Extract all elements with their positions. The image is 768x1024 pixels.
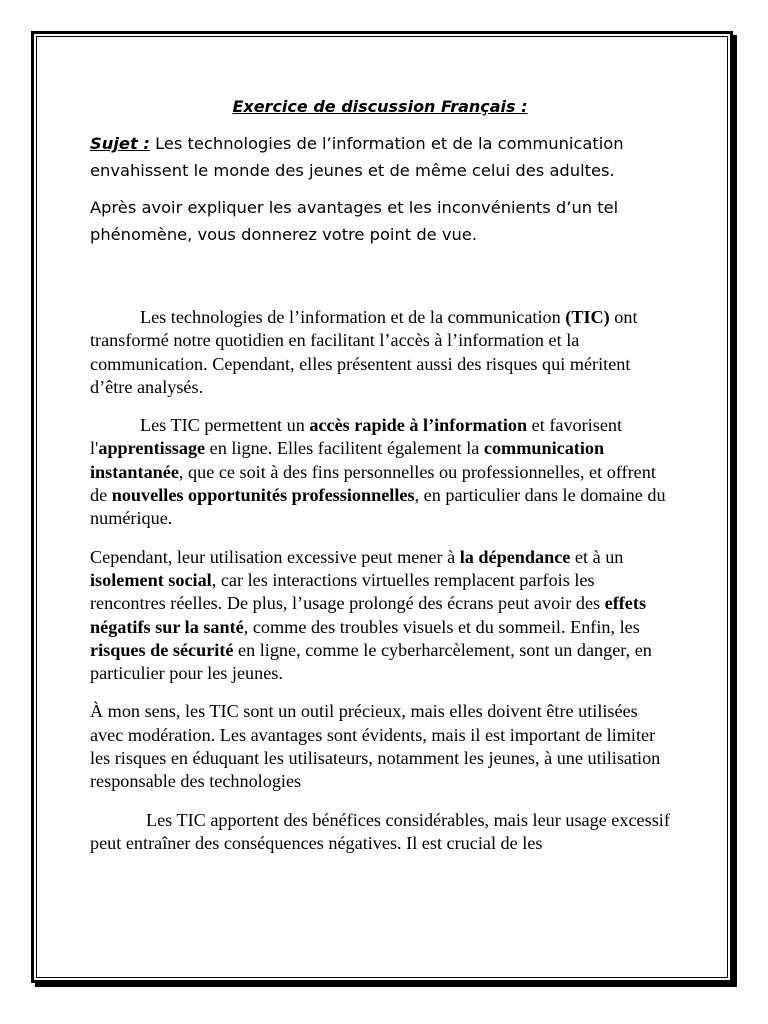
intro-paragraph: [90, 306, 670, 399]
opinion-paragraph: À mon sens, les TIC sont un outil précieux, mais elles doivent être utilisées avec modération. Les avantages sont évidents, mais il est important de limiter les risques en éduquant les utilisateurs, notamment les jeunes, à une utilisation responsable des technologies: [90, 701, 661, 792]
text-run: et à un: [570, 546, 624, 567]
subject-text: Les technologies de l’information et de la communication envahissent le monde des jeunes et de même celui des adultes.: [90, 134, 624, 180]
text-run: ont transformé notre quotidien en facilitant l’accès à l’information et la communication. Cependant, elles présentent aussi des risques qui méritent d’être analysés.: [90, 307, 638, 397]
bold-run: effets négatifs sur la santé: [90, 593, 647, 637]
spacer: [90, 258, 670, 306]
bold-run: isolement social: [90, 569, 212, 590]
bold-run: la dépendance: [459, 546, 571, 567]
subject-label: Sujet :: [90, 134, 150, 153]
conclusion-paragraph: Les TIC apportent des bénéfices considérables, mais leur usage excessif peut entraîner des conséquences négatives. Il est crucial de les: [90, 809, 670, 853]
text-run: en ligne. Elles facilitent également la: [205, 438, 484, 459]
disadvantages-paragraph: [90, 546, 670, 686]
document-title: Exercice de discussion Français :: [232, 97, 528, 116]
text-run: Les technologies de l’information et de la communication: [140, 307, 566, 327]
bold-run: apprentissage: [98, 438, 206, 459]
text-run: , en particulier dans le domaine du numérique.: [90, 485, 666, 529]
advantages-paragraph: [90, 414, 670, 530]
text-run: en ligne, comme le cyberharcèlement, sont un danger, en particulier pour les jeunes.: [90, 639, 652, 684]
page-border-shadow-right: [733, 35, 737, 987]
text-run: , comme des troubles visuels et du sommeil. Enfin, les: [243, 616, 640, 637]
page-border-shadow-bottom: [35, 983, 737, 987]
text-run: Cependant, leur utilisation excessive peut mener à: [90, 546, 460, 567]
text-run: , que ce soit à des fins personnelles ou professionnelles, et offrent de: [90, 461, 656, 506]
bold-run: accès rapide à l’information: [309, 415, 528, 436]
bold-run: nouvelles opportunités professionnelles: [111, 485, 415, 506]
subject-paragraph: [90, 130, 670, 184]
bold-run: (TIC): [565, 307, 610, 327]
bold-run: communication instantanée: [90, 438, 605, 482]
text-run: Les TIC permettent un: [140, 415, 310, 436]
text-run: et favorisent l': [90, 415, 623, 459]
document-body: [90, 94, 670, 870]
instruction-paragraph: Après avoir expliquer les avantages et les inconvénients d’un tel phénomène, vous donnerez votre point de vue.: [90, 198, 619, 244]
text-run: , car les interactions virtuelles remplacent parfois les rencontres réelles. De plus, l’usage prolongé des écrans peut avoir des: [90, 569, 605, 614]
bold-run: risques de sécurité: [90, 639, 234, 660]
